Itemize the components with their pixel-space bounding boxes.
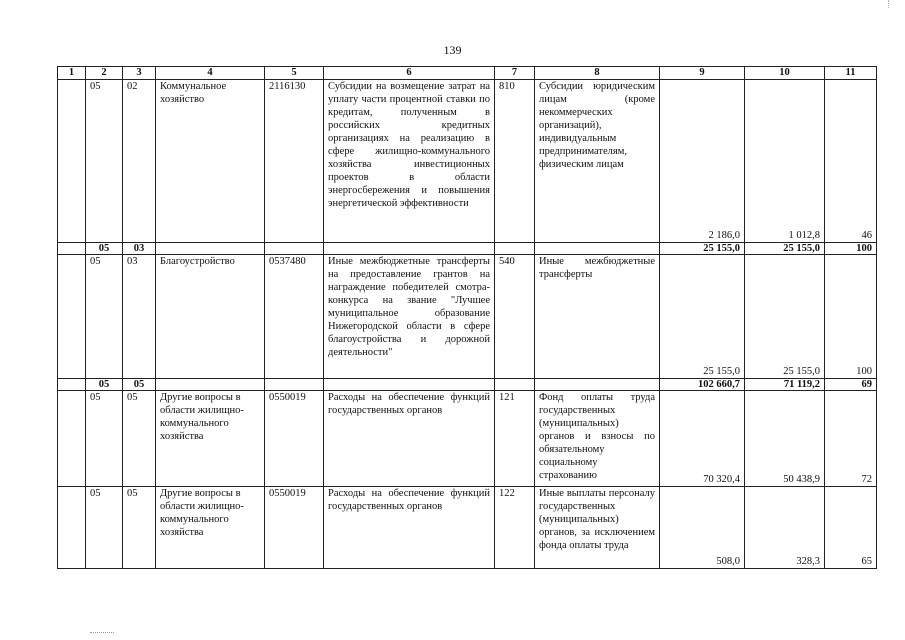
cell-percent: 65 <box>825 487 877 569</box>
cell-col1 <box>58 243 86 255</box>
cell-actual: 25 155,0 <box>745 255 825 379</box>
column-header: 10 <box>745 67 825 80</box>
column-header: 11 <box>825 67 877 80</box>
cell-col1 <box>58 255 86 379</box>
cell-subsection-name: Другие вопросы в области жилищно-коммунального хозяйства <box>156 487 265 569</box>
column-header: 7 <box>495 67 535 80</box>
cell-empty <box>324 243 495 255</box>
cell-target-code: 0550019 <box>265 487 324 569</box>
cell-subsection: 02 <box>123 80 156 243</box>
cell-actual: 1 012,8 <box>745 80 825 243</box>
cell-section: 05 <box>86 379 123 391</box>
table-row <box>58 80 877 243</box>
cell-target-code: 2116130 <box>265 80 324 243</box>
cell-subsection: 05 <box>123 391 156 487</box>
cell-col1 <box>58 80 86 243</box>
table-row <box>58 391 877 487</box>
cell-expense-type: 810 <box>495 80 535 243</box>
cell-section: 05 <box>86 243 123 255</box>
header-row <box>58 67 877 80</box>
cell-empty <box>156 243 265 255</box>
cell-col1 <box>58 391 86 487</box>
cell-plan: 25 155,0 <box>660 255 745 379</box>
cell-plan: 2 186,0 <box>660 80 745 243</box>
cell-actual: 25 155,0 <box>745 243 825 255</box>
scan-artifact <box>90 632 114 633</box>
column-header: 3 <box>123 67 156 80</box>
cell-empty <box>324 379 495 391</box>
cell-expense-name: Иные межбюджетные трансферты <box>535 255 660 379</box>
column-header: 6 <box>324 67 495 80</box>
cell-empty <box>495 243 535 255</box>
subtotal-row <box>58 379 877 391</box>
column-header: 2 <box>86 67 123 80</box>
column-header: 4 <box>156 67 265 80</box>
page-number: 139 <box>443 43 462 57</box>
cell-empty <box>535 243 660 255</box>
cell-subsection: 03 <box>123 243 156 255</box>
cell-expense-name: Субсидии юридическим лицам (кроме некоммерческих организаций), индивидуальным предпринимателям, физическим лицам <box>535 80 660 243</box>
cell-target-name: Иные межбюджетные трансферты на предоставление грантов на награждение победителей смотра-конкурса на звание "Лучшее муниципальное образование Нижегородской области в сфере благоустройства и дорожной деятельности" <box>324 255 495 379</box>
cell-section: 05 <box>86 487 123 569</box>
cell-expense-name: Иные выплаты персоналу государственных (муниципальных) органов, за исключением фонда оплаты труда <box>535 487 660 569</box>
cell-section: 05 <box>86 255 123 379</box>
cell-plan: 25 155,0 <box>660 243 745 255</box>
cell-section: 05 <box>86 391 123 487</box>
cell-target-name: Расходы на обеспечение функций государственных органов <box>324 487 495 569</box>
cell-plan: 102 660,7 <box>660 379 745 391</box>
subtotal-row <box>58 243 877 255</box>
cell-target-name: Расходы на обеспечение функций государственных органов <box>324 391 495 487</box>
cell-subsection-name: Другие вопросы в области жилищно-коммунального хозяйства <box>156 391 265 487</box>
cell-expense-type: 122 <box>495 487 535 569</box>
table-row <box>58 487 877 569</box>
cell-percent: 46 <box>825 80 877 243</box>
cell-percent: 72 <box>825 391 877 487</box>
cell-actual: 328,3 <box>745 487 825 569</box>
cell-empty <box>495 379 535 391</box>
cell-col1 <box>58 379 86 391</box>
cell-subsection: 05 <box>123 379 156 391</box>
cell-expense-type: 540 <box>495 255 535 379</box>
cell-plan: 70 320,4 <box>660 391 745 487</box>
cell-subsection-name: Коммунальное хозяйство <box>156 80 265 243</box>
cell-section: 05 <box>86 80 123 243</box>
cell-percent: 100 <box>825 255 877 379</box>
cell-subsection-name: Благоустройство <box>156 255 265 379</box>
table-row <box>58 255 877 379</box>
cell-subsection: 03 <box>123 255 156 379</box>
cell-target-name: Субсидии на возмещение затрат на уплату части процентной ставки по кредитам, полученным в российских кредитных организациях на реализацию в сфере жилищно-коммунального хозяйства инвестиционных проектов в области энергосбережения и повышения энергетической эффективности <box>324 80 495 243</box>
cell-subsection: 05 <box>123 487 156 569</box>
cell-empty <box>535 379 660 391</box>
cell-empty <box>265 379 324 391</box>
cell-col1 <box>58 487 86 569</box>
column-header: 1 <box>58 67 86 80</box>
cell-empty <box>265 243 324 255</box>
budget-table <box>57 66 877 569</box>
cell-expense-name: Фонд оплаты труда государственных (муниципальных) органов и взносы по обязательному социальному страхованию <box>535 391 660 487</box>
cell-plan: 508,0 <box>660 487 745 569</box>
column-header: 8 <box>535 67 660 80</box>
column-header: 9 <box>660 67 745 80</box>
cell-expense-type: 121 <box>495 391 535 487</box>
cell-target-code: 0537480 <box>265 255 324 379</box>
column-header: 5 <box>265 67 324 80</box>
cell-actual: 50 438,9 <box>745 391 825 487</box>
cell-target-code: 0550019 <box>265 391 324 487</box>
cell-empty <box>156 379 265 391</box>
cell-percent: 100 <box>825 243 877 255</box>
cell-actual: 71 119,2 <box>745 379 825 391</box>
scan-artifact <box>888 0 889 8</box>
cell-percent: 69 <box>825 379 877 391</box>
